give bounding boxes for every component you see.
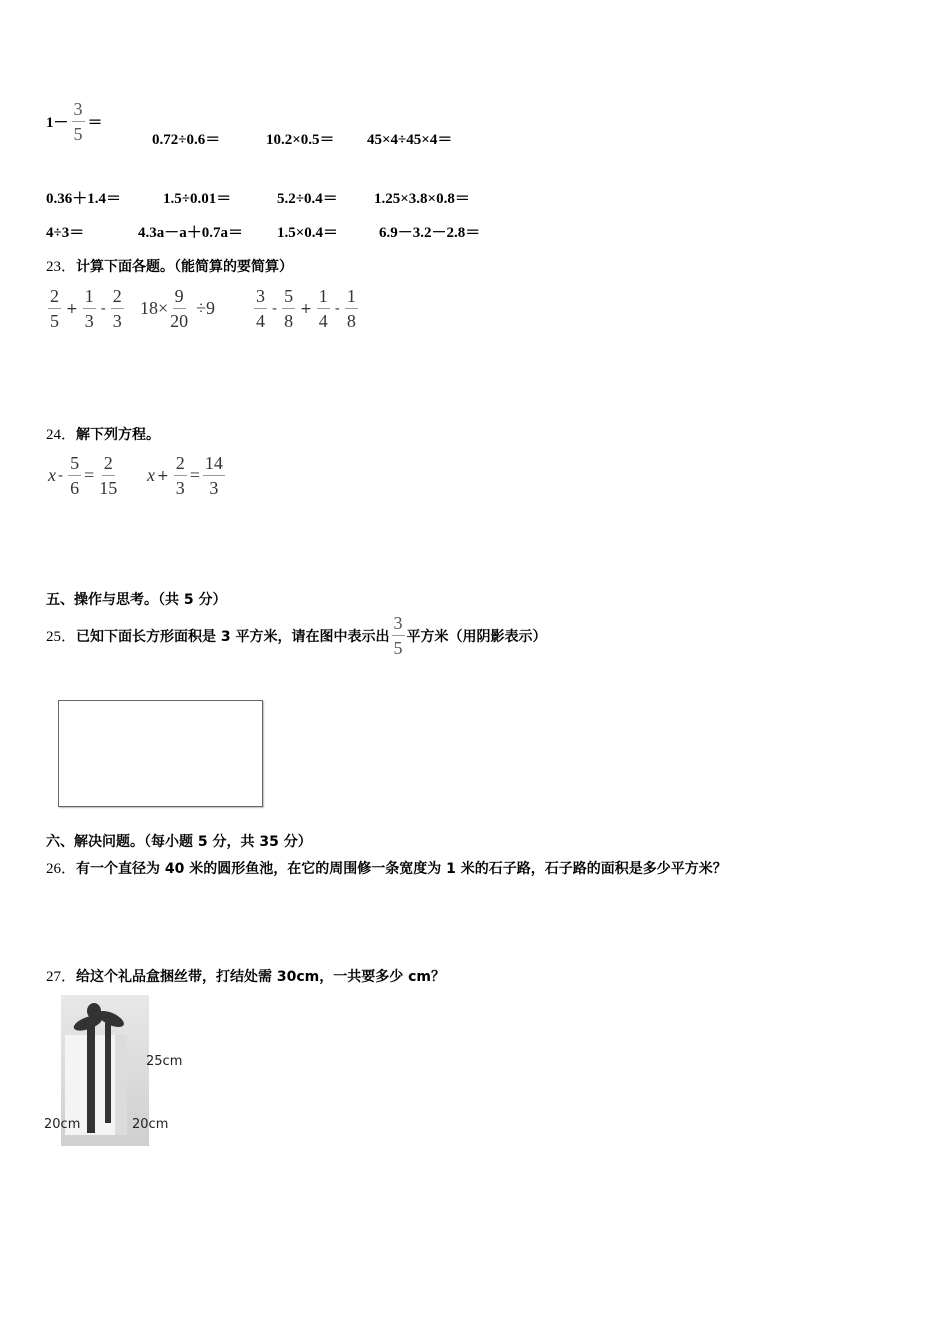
denominator: 3 xyxy=(84,311,94,331)
question-23-title xyxy=(46,255,293,276)
fraction xyxy=(317,287,330,330)
question-text: 已知下面长方形面积是 3 平方米，请在图中表示出 xyxy=(76,628,390,645)
denominator: 5 xyxy=(73,124,83,144)
section-6-heading xyxy=(46,831,312,851)
label-width: 20cm xyxy=(132,1117,169,1132)
equals: = xyxy=(84,465,95,485)
denominator: 5 xyxy=(393,638,403,658)
oral-text: 1－ xyxy=(46,115,69,131)
operator: + xyxy=(300,300,312,317)
oral-item-3-3: 1.5×0.4＝ xyxy=(277,225,339,241)
numerator: 14 xyxy=(203,454,225,476)
variable: x xyxy=(147,465,155,485)
expression-text: 18× xyxy=(140,298,169,318)
denominator: 3 xyxy=(175,478,185,498)
numerator: 5 xyxy=(282,287,295,309)
denominator: 6 xyxy=(70,478,80,498)
question-number: 24． xyxy=(46,427,77,443)
numerator: 5 xyxy=(68,454,81,476)
q23-expression-3 xyxy=(251,287,361,330)
operator: - xyxy=(272,300,278,317)
variable: x xyxy=(48,465,56,485)
bow-icon xyxy=(87,1003,101,1019)
question-number: 27． xyxy=(46,969,77,985)
question-26 xyxy=(46,857,727,878)
oral-item-3-2: 4.3a－a＋0.7a＝ xyxy=(138,225,244,241)
fraction xyxy=(168,287,190,330)
numerator: 1 xyxy=(83,287,96,309)
numerator: 3 xyxy=(254,287,267,309)
denominator: 8 xyxy=(284,311,294,331)
q24-equation-1 xyxy=(48,454,122,497)
denominator: 3 xyxy=(112,311,122,331)
oral-item-1-1 xyxy=(46,100,103,143)
fraction xyxy=(282,287,295,330)
numerator: 9 xyxy=(173,287,186,309)
fraction xyxy=(392,614,405,657)
rectangle-shading-area[interactable] xyxy=(58,700,263,807)
denominator: 8 xyxy=(346,311,356,331)
label-length: 20cm xyxy=(44,1117,81,1132)
operator: + xyxy=(157,467,169,484)
fraction xyxy=(72,100,85,143)
question-number: 25． xyxy=(46,629,77,645)
numerator: 2 xyxy=(48,287,61,309)
denominator: 4 xyxy=(256,311,265,331)
section-5-heading xyxy=(46,589,227,609)
ribbon-icon xyxy=(87,1025,95,1133)
expression-text: ÷9 xyxy=(196,298,216,318)
numerator: 3 xyxy=(392,614,405,636)
equals: = xyxy=(189,465,200,485)
question-24-title xyxy=(46,423,160,444)
oral-item-1-2: 0.72÷0.6＝ xyxy=(152,132,221,148)
oral-text: ＝ xyxy=(87,115,103,131)
fraction xyxy=(345,287,358,330)
question-25 xyxy=(46,614,547,657)
numerator: 2 xyxy=(102,454,115,476)
q24-equation-2 xyxy=(147,454,228,497)
fraction xyxy=(111,287,124,330)
fraction xyxy=(97,454,119,497)
denominator: 4 xyxy=(318,311,328,331)
fraction xyxy=(174,454,187,497)
numerator: 1 xyxy=(317,287,330,309)
q23-expression-2 xyxy=(140,287,215,330)
fraction xyxy=(48,287,61,330)
question-text: 解下列方程。 xyxy=(76,427,161,443)
question-27 xyxy=(46,965,445,986)
operator: - xyxy=(58,467,64,484)
section-title: 五、操作与思考。（共 5 分） xyxy=(46,592,227,608)
numerator: 2 xyxy=(111,287,124,309)
label-height: 25cm xyxy=(146,1054,183,1069)
ribbon-icon xyxy=(105,1023,111,1123)
question-number: 23． xyxy=(46,259,77,275)
question-text: 给这个礼品盒捆丝带，打结处需 30cm，一共要多少 cm？ xyxy=(76,969,446,985)
oral-item-3-4: 6.9－3.2－2.8＝ xyxy=(379,225,481,241)
denominator: 20 xyxy=(170,311,189,331)
fraction xyxy=(254,287,267,330)
question-text: 平方米（用阴影表示） xyxy=(406,628,547,645)
oral-item-2-1: 0.36＋1.4＝ xyxy=(46,191,122,207)
oral-item-3-1: 4÷3＝ xyxy=(46,225,85,241)
operator: - xyxy=(100,300,106,317)
operator: - xyxy=(334,300,340,317)
operator: + xyxy=(66,300,78,317)
question-number: 26． xyxy=(46,861,77,877)
section-title: 六、解决问题。（每小题 5 分，共 35 分） xyxy=(46,834,312,850)
denominator: 15 xyxy=(99,478,118,498)
numerator: 1 xyxy=(345,287,358,309)
oral-item-2-4: 1.25×3.8×0.8＝ xyxy=(374,191,470,207)
denominator: 3 xyxy=(209,478,219,498)
question-text: 计算下面各题。（能简算的要简算） xyxy=(76,259,294,275)
oral-item-2-3: 5.2÷0.4＝ xyxy=(277,191,338,207)
fraction xyxy=(68,454,81,497)
denominator: 5 xyxy=(50,311,59,331)
numerator: 3 xyxy=(72,100,85,122)
fraction xyxy=(203,454,225,497)
numerator: 2 xyxy=(174,454,187,476)
q23-expression-1 xyxy=(45,287,127,330)
fraction xyxy=(83,287,96,330)
question-text: 有一个直径为 40 米的圆形鱼池，在它的周围修一条宽度为 1 米的石子路，石子路的面积是多少平方米？ xyxy=(76,861,727,877)
oral-item-2-2: 1.5÷0.01＝ xyxy=(163,191,232,207)
oral-item-1-4: 45×4÷45×4＝ xyxy=(367,132,453,148)
oral-item-1-3: 10.2×0.5＝ xyxy=(266,132,335,148)
